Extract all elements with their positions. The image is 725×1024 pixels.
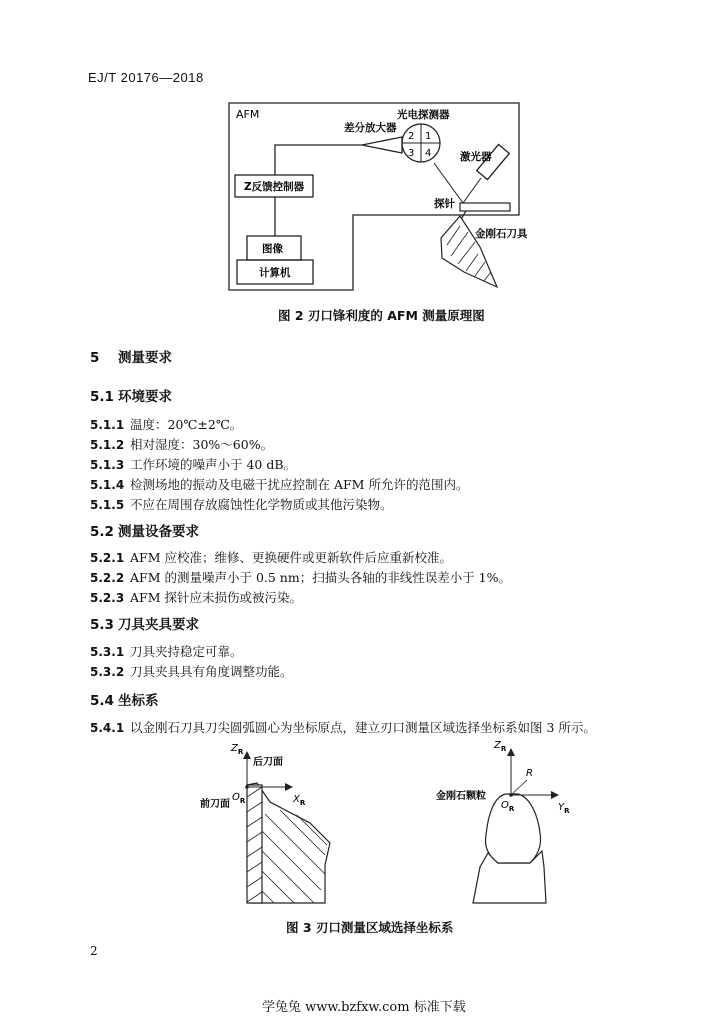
quadrant-4: 4: [425, 148, 432, 159]
diamond-tool-fig2: [441, 216, 497, 287]
page-number: 2: [90, 944, 98, 958]
figure-2-afm-diagram: [0, 0, 725, 330]
item-5-2-1: 5.2.1 AFM 应校准；维修、更换硬件或更新软件后应重新校准。: [90, 550, 452, 565]
item-5-1-2: 5.1.2 相对湿度：30%～60%。: [90, 437, 274, 452]
diamond-tool-label: 金刚石刀具: [475, 228, 528, 240]
item-5-3-1: 5.3.1 刀具夹持稳定可靠。: [90, 644, 243, 659]
item-5-1-1: 5.1.1 温度：20℃±2℃。: [90, 417, 243, 432]
y-axis-label: $Y_R$: [558, 802, 570, 815]
z-axis-label-right: $Z_R$: [494, 740, 507, 753]
item-5-4-1: 5.4.1 以金刚石刀具刀尖圆弧圆心为坐标原点，建立刃口测量区域选择坐标系如图 3 所示。: [90, 720, 596, 735]
probe-label: 探针: [434, 198, 455, 210]
section-5-heading: 5 测量要求: [90, 350, 172, 366]
x-axis-label: $X_R$: [293, 794, 306, 807]
section-5-1-heading: 5.1 环境要求: [90, 389, 172, 405]
computer-label: 计算机: [259, 267, 291, 279]
z-controller-label: Z反馈控制器: [244, 181, 305, 193]
figure-2-caption: 图 2 刃口锋利度的 AFM 测量原理图: [278, 308, 485, 323]
quadrant-3: 3: [408, 148, 415, 159]
item-5-3-2: 5.3.2 刀具夹具具有角度调整功能。: [90, 664, 293, 679]
section-5-2-heading: 5.2 测量设备要求: [90, 524, 199, 540]
quadrant-1: 1: [425, 131, 432, 142]
quadrant-2: 2: [408, 131, 415, 142]
diff-amp-symbol: [362, 137, 402, 153]
figure-3-caption: 图 3 刃口测量区域选择坐标系: [286, 920, 454, 935]
standard-number: EJ/T 20176—2018: [88, 70, 204, 85]
item-5-1-4: 5.1.4 检测场地的振动及电磁干扰应控制在 AFM 所允许的范围内。: [90, 477, 469, 492]
diamond-grain-section: [473, 749, 558, 903]
footer-watermark: 学兔兔 www.bzfxw.com 标准下载: [262, 1000, 466, 1015]
section-5-4-heading: 5.4 坐标系: [90, 693, 159, 709]
diamond-grain-label: 金刚石颗粒: [436, 791, 486, 802]
front-face-label: 前刀面: [200, 799, 230, 810]
radius-label: R: [526, 768, 533, 779]
item-5-1-5: 5.1.5 不应在周围存放腐蚀性化学物质或其他污染物。: [90, 497, 393, 512]
origin-label-right: $O_R$: [501, 800, 515, 813]
item-5-2-2: 5.2.2 AFM 的测量噪声小于 0.5 nm；扫描头各轴的非线性误差小于 1%。: [90, 570, 512, 585]
tool-cross-section: [245, 752, 330, 903]
item-5-2-3: 5.2.3 AFM 探针应未损伤或被污染。: [90, 590, 302, 605]
image-label: 图像: [262, 243, 283, 255]
cantilever: [460, 203, 510, 211]
section-5-3-heading: 5.3 刀具夹具要求: [90, 617, 199, 633]
figure-3-coordinate-diagram: [0, 735, 725, 910]
diff-amp-label: 差分放大器: [344, 122, 397, 134]
z-axis-label-left: $Z_R$: [231, 743, 244, 756]
laser-label: 激光器: [460, 151, 492, 163]
item-5-1-3: 5.1.3 工作环境的噪声小于 40 dB。: [90, 457, 297, 472]
afm-label: AFM: [236, 108, 260, 121]
rear-face-label: 后刀面: [253, 757, 283, 768]
photodetector-label: 光电探测器: [397, 109, 450, 121]
origin-label-left: $O_R$: [232, 792, 246, 805]
